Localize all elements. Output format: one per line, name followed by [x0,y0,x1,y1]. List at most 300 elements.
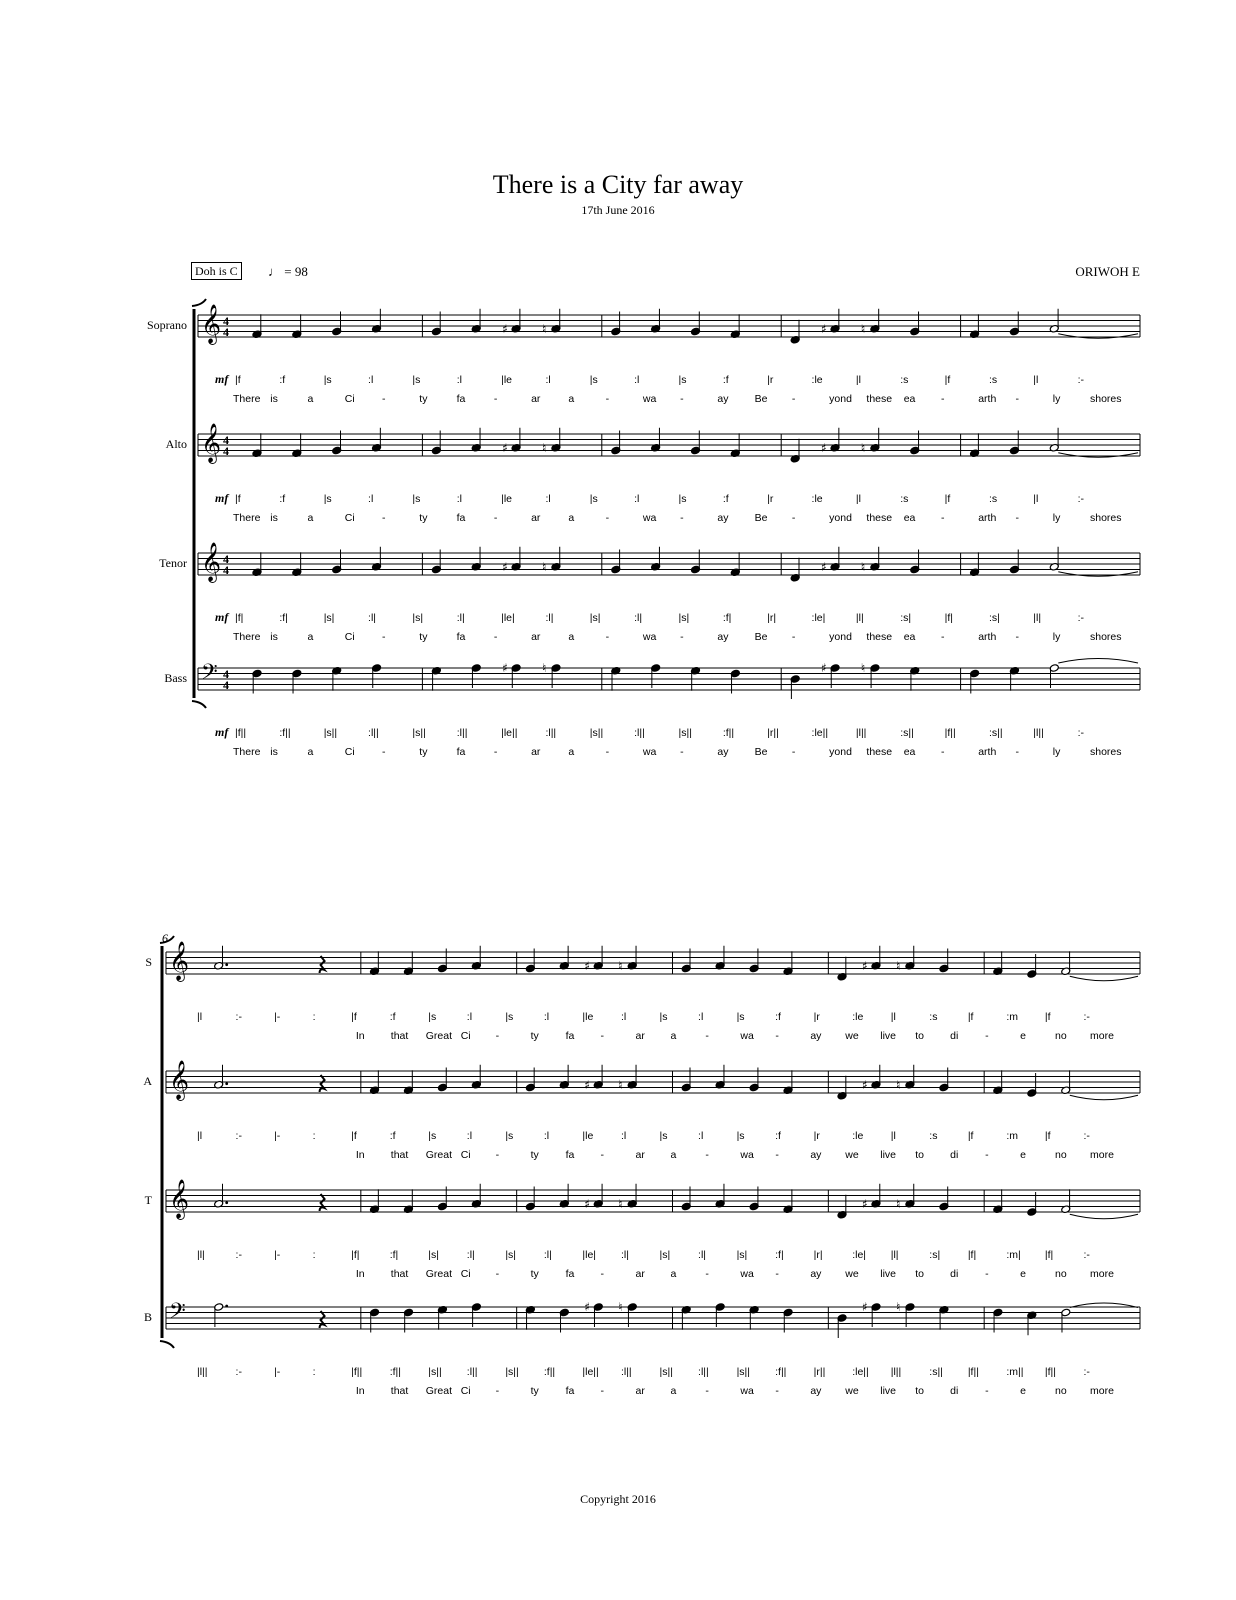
staff-label: S [145,955,152,969]
augmentation-dot [225,963,228,966]
solfa-syllable: :l [620,1130,627,1142]
lyric-syllable: e [1020,1149,1026,1161]
natural-icon: ♮ [860,321,866,336]
sharp-icon: ♯ [861,958,868,973]
sharp-icon: ♯ [502,559,508,574]
lyric-syllable: - [985,1268,989,1280]
measure-number: 6 [162,931,168,945]
lyric-syllable: - [600,1268,605,1280]
lyric-syllable: ay [717,746,729,758]
augmentation-dot [225,1201,228,1204]
solfa-syllable: :- [1083,1249,1090,1261]
solfa-syllable: |s| [736,1249,748,1261]
solfa-syllable: |s [412,493,421,505]
lyric-syllable: a [307,393,314,405]
lyric-syllable: fa [565,1149,575,1161]
solfa-syllable: :s|| [900,727,914,739]
lyric-syllable: a [568,512,575,524]
lyric-syllable: we [845,1149,859,1161]
solfa-syllable: :s [900,493,909,505]
solfa-syllable: :f [775,1130,781,1142]
solfa-syllable: |s|| [659,1366,673,1378]
lyric-syllable: Be [754,393,768,405]
solfa-syllable: |s| [412,612,424,624]
solfa-syllable: :f| [722,612,732,624]
solfa-syllable: :f| [389,1249,399,1261]
solfa-syllable: :s [988,493,998,505]
lyric-syllable: ty [419,512,428,524]
lyric-syllable: ar [531,746,541,758]
lyric-syllable: a [670,1268,677,1280]
solfa-syllable: |s [412,374,421,386]
natural-icon: ♮ [895,1196,901,1211]
lyric-syllable: no [1055,1149,1067,1161]
lyric-syllable: these [866,512,893,524]
lyric-syllable: di [950,1385,959,1397]
tempo-text: = 98 [284,264,308,279]
lyric-syllable: wa [740,1268,754,1280]
lyric-syllable: ar [635,1268,645,1280]
lyric-syllable: to [915,1268,924,1280]
lyric-syllable: ar [635,1030,645,1042]
solfa-syllable: :f|| [389,1366,402,1378]
lyric-syllable: that [390,1268,409,1280]
solfa-syllable: |f| [944,612,953,624]
lyric-syllable: - [705,1030,709,1042]
lyric-syllable: a [307,746,314,758]
lyric-syllable: - [791,393,796,405]
score-system [143,931,1140,1397]
solfa-syllable: |f|| [235,727,247,739]
lyric-syllable: - [791,512,796,524]
sharp-icon: ♯ [584,958,591,973]
lyric-syllable: Great [425,1149,453,1161]
lyric-syllable: ty [530,1268,539,1280]
treble-clef-icon: 𝄞 [201,542,222,582]
lyric-syllable: Ci [344,746,355,758]
copyright-notice: Copyright 2016 [580,1492,656,1506]
lyric-syllable: live [880,1149,897,1161]
solfa-syllable: |le| [501,612,515,624]
solfa-syllable: :le [852,1011,864,1023]
lyric-syllable: - [382,746,386,758]
solfa-syllable: :- [1077,612,1085,624]
sharp-icon: ♯ [821,559,827,574]
solfa-syllable: |l| [1033,612,1042,624]
lyric-syllable: ly [1052,746,1061,758]
solfa-syllable: |f|| [967,1366,979,1378]
solfa-syllable: |f [1044,1011,1051,1023]
solfa-syllable: |r| [767,612,777,624]
sharp-icon: ♯ [861,1077,868,1092]
solfa-syllable: |s| [678,612,690,624]
lyric-syllable: wa [740,1149,754,1161]
lyric-syllable: Ci [344,393,355,405]
natural-icon: ♮ [860,661,866,675]
lyric-syllable: live [880,1268,897,1280]
lyric-syllable: more [1090,1149,1114,1161]
natural-icon: ♮ [618,958,623,973]
solfa-syllable: :f [279,374,286,386]
staff-bass [164,659,1140,759]
solfa-syllable: :f [279,493,286,505]
solfa-syllable: |s|| [412,727,426,739]
solfa-syllable: |l [1033,493,1039,505]
lyric-syllable: In [355,1030,365,1042]
lyric-syllable: yond [829,746,852,758]
solfa-syllable: |f| [351,1249,360,1261]
solfa-syllable: :s [988,374,998,386]
solfa-syllable: |l [1033,374,1039,386]
staff-alto [166,423,1140,524]
staff-t [145,1179,1140,1280]
lyric-syllable: fa [456,393,466,405]
lyric-syllable: - [985,1149,989,1161]
lyric-syllable: fa [456,631,466,643]
lyric-syllable: fa [565,1385,575,1397]
lyric-syllable: - [775,1385,779,1397]
lyric-syllable: ar [635,1149,645,1161]
solfa-syllable: :s [929,1011,938,1023]
solfa-syllable: |f|| [1044,1366,1057,1378]
lyric-syllable: Great [425,1385,453,1397]
lyric-syllable: ty [530,1385,539,1397]
lyric-syllable: is [270,393,278,405]
solfa-syllable: |l|| [855,727,867,739]
staff-label: Tenor [159,556,187,570]
solfa-syllable: :l [543,1130,550,1142]
staff-b [144,1299,1140,1397]
lyric-syllable: - [382,512,386,524]
lyric-syllable: - [791,746,796,758]
lyric-syllable: Ci [460,1385,471,1397]
solfa-syllable: |s| [505,1249,517,1261]
lyric-syllable: Be [754,512,768,524]
lyric-syllable: a [568,746,575,758]
solfa-syllable: :le [811,493,823,505]
natural-icon: ♮ [618,1300,623,1314]
staff-a [143,1060,1140,1161]
lyric-syllable: - [1015,631,1019,643]
lyric-syllable: arth [978,631,997,643]
lyric-syllable: shores [1090,512,1122,524]
lyric-syllable: di [950,1268,959,1280]
lyric-syllable: live [880,1030,897,1042]
bracket-bottom-curl [192,701,206,708]
solfa-syllable: |le [582,1011,594,1023]
solfa-syllable: |r|| [813,1366,826,1378]
lyric-syllable: Ci [460,1268,471,1280]
lyric-syllable: - [985,1030,989,1042]
solfa-syllable: :f [389,1011,396,1023]
solfa-syllable: :f [389,1130,396,1142]
lyric-syllable: - [940,631,945,643]
solfa-syllable: |s [659,1130,668,1142]
solfa-syllable: :- [235,1011,242,1023]
solfa-syllable: |r|| [767,727,779,739]
solfa-syllable: |s [505,1011,514,1023]
lyric-syllable: There [233,746,261,758]
solfa-syllable: |le|| [582,1366,599,1378]
solfa-syllable: : [312,1366,316,1378]
quarter-rest [320,1194,325,1211]
solfa-syllable: :le [811,374,823,386]
score-title: There is a City far away [492,170,744,199]
lyric-syllable: ay [717,631,729,643]
lyric-syllable: wa [642,746,657,758]
lyric-syllable: ar [635,1385,645,1397]
lyric-syllable: is [270,746,278,758]
lyric-syllable: - [495,1149,500,1161]
lyric-syllable: to [915,1149,924,1161]
lyric-syllable: - [985,1385,989,1397]
solfa-syllable: :l [698,1011,704,1023]
sharp-icon: ♯ [821,440,827,455]
solfa-syllable: :s|| [929,1366,943,1378]
solfa-syllable: |r [767,493,774,505]
solfa-syllable: :l [368,493,374,505]
lyric-syllable: shores [1090,631,1122,643]
lyric-syllable: to [915,1030,924,1042]
solfa-syllable: :le| [811,612,826,624]
solfa-syllable: |s [589,493,598,505]
lyric-syllable: arth [978,512,997,524]
solfa-syllable: :- [1077,727,1085,739]
natural-icon: ♮ [895,958,901,973]
solfa-syllable: :f| [775,1249,784,1261]
lyric-syllable: ly [1052,512,1061,524]
dynamic-marking: mf [215,725,229,739]
lyric-syllable: is [270,631,278,643]
lyric-syllable: - [940,746,945,758]
solfa-syllable: :l| [543,1249,552,1261]
solfa-syllable: :s [900,374,909,386]
solfa-syllable: |s [323,493,332,505]
augmentation-dot [225,1305,228,1308]
lyric-syllable: these [866,631,893,643]
solfa-syllable: |s|| [323,727,338,739]
lyric-syllable: - [705,1149,709,1161]
solfa-syllable: : [312,1249,316,1261]
solfa-syllable: |l [855,493,861,505]
lyric-syllable: a [568,631,575,643]
dynamic-marking: mf [215,491,229,505]
solfa-syllable: |s| [659,1249,671,1261]
sharp-icon: ♯ [502,321,508,336]
lyric-syllable: a [670,1149,677,1161]
solfa-syllable: |l| [197,1249,205,1261]
lyric-syllable: - [1015,746,1019,758]
lyric-syllable: In [355,1268,365,1280]
solfa-syllable: :f|| [722,727,735,739]
lyric-syllable: no [1055,1385,1067,1397]
lyric-syllable: ay [810,1385,822,1397]
solfa-syllable: |l| [855,612,864,624]
solfa-syllable: :le [852,1130,864,1142]
solfa-syllable: :l [466,1130,473,1142]
lyric-syllable: Ci [344,631,355,643]
bass-clef-icon: 𝄢 [201,660,218,690]
tie-arc [1058,334,1138,339]
sharp-icon: ♯ [821,321,827,336]
solfa-syllable: |f|| [351,1366,363,1378]
sharp-icon: ♯ [584,1300,591,1314]
solfa-syllable: |s [736,1011,745,1023]
lyric-syllable: Ci [344,512,355,524]
sharp-icon: ♯ [502,661,508,675]
staff-tenor [159,542,1140,643]
solfa-syllable: :- [1083,1011,1090,1023]
solfa-syllable: |s|| [505,1366,519,1378]
solfa-syllable: :l|| [456,727,468,739]
solfa-syllable: :s| [900,612,912,624]
lyric-syllable: Be [754,631,768,643]
lyric-syllable: ay [810,1268,822,1280]
quarter-rest [320,1075,325,1092]
lyric-syllable: ay [717,512,729,524]
lyric-syllable: There [233,631,261,643]
lyric-syllable: - [705,1268,709,1280]
solfa-syllable: |s [736,1130,745,1142]
solfa-syllable: :f|| [775,1366,787,1378]
lyric-syllable: - [775,1030,779,1042]
solfa-syllable: :m [1006,1130,1019,1142]
time-signature-bottom: 4 [223,678,229,692]
staff-label: B [143,1310,152,1324]
lyric-syllable: ay [717,393,729,405]
lyric-syllable: - [680,631,684,643]
quarter-rest [320,1311,325,1328]
lyric-syllable: is [270,512,278,524]
lyric-syllable: ea [903,631,916,643]
solfa-syllable: :l [456,374,462,386]
natural-icon: ♮ [541,440,547,455]
solfa-syllable: :l|| [466,1366,478,1378]
solfa-syllable: |f [967,1011,974,1023]
solfa-syllable: |le [501,374,513,386]
solfa-syllable: |s [505,1130,514,1142]
lyric-syllable: - [605,512,610,524]
lyric-syllable: ty [530,1030,539,1042]
treble-clef-icon: 𝄞 [201,423,222,463]
treble-clef-icon: 𝄞 [169,1060,190,1100]
lyric-syllable: - [775,1149,779,1161]
solfa-syllable: :f|| [279,727,291,739]
solfa-syllable: :l [545,374,551,386]
solfa-syllable: |f [967,1130,974,1142]
lyric-syllable: arth [978,393,997,405]
solfa-syllable: :l|| [620,1366,632,1378]
solfa-syllable: :- [1083,1130,1090,1142]
lyric-syllable: yond [829,393,852,405]
lyric-syllable: fa [456,512,466,524]
solfa-syllable: |f| [235,612,244,624]
solfa-syllable: |s [678,374,687,386]
solfa-syllable: :- [1077,374,1085,386]
solfa-syllable: |s [323,374,332,386]
solfa-syllable: :f|| [543,1366,556,1378]
lyric-syllable: more [1090,1268,1114,1280]
solfa-syllable: :- [1077,493,1085,505]
lyric-syllable: that [390,1030,409,1042]
lyric-syllable: more [1090,1030,1114,1042]
natural-icon: ♮ [895,1077,901,1092]
lyric-syllable: ay [810,1149,822,1161]
sharp-icon: ♯ [821,661,827,675]
solfa-syllable: :l [368,374,374,386]
lyric-syllable: ty [530,1149,539,1161]
solfa-syllable: :f [722,374,729,386]
lyric-syllable: we [845,1030,859,1042]
solfa-syllable: |- [274,1366,281,1378]
treble-clef-icon: 𝄞 [169,1179,190,1219]
lyric-syllable: these [866,746,893,758]
solfa-syllable: |l [890,1130,896,1142]
solfa-syllable: :l| [466,1249,475,1261]
lyric-syllable: - [382,631,386,643]
tie-arc [1070,1214,1138,1219]
lyric-syllable: wa [740,1385,754,1397]
solfa-syllable: |l [855,374,861,386]
staff-label: Bass [164,671,187,685]
solfa-syllable: |f [1044,1130,1051,1142]
lyric-syllable: wa [642,393,657,405]
lyric-syllable: these [866,393,893,405]
solfa-syllable: |s [589,374,598,386]
tie-arc [1058,453,1138,458]
tie-arc [1070,1095,1138,1100]
solfa-syllable: |- [274,1011,281,1023]
lyric-syllable: There [233,512,261,524]
solfa-syllable: |- [274,1249,281,1261]
solfa-syllable: :- [1083,1366,1090,1378]
solfa-syllable: :s|| [988,727,1003,739]
solfa-syllable: :m|| [1006,1366,1024,1378]
solfa-syllable: : [312,1130,316,1142]
natural-icon: ♮ [618,1196,623,1211]
solfa-syllable: |f [944,493,951,505]
time-signature-top: 4 [223,667,229,681]
sharp-icon: ♯ [861,1196,868,1211]
solfa-syllable: |s| [428,1249,439,1261]
lyric-syllable: ea [903,746,916,758]
lyric-syllable: Ci [460,1030,471,1042]
lyric-syllable: more [1090,1385,1114,1397]
sharp-icon: ♯ [502,440,508,455]
solfa-syllable: |s [428,1011,437,1023]
solfa-syllable: |le [501,493,513,505]
lyric-syllable: fa [565,1268,575,1280]
lyric-syllable: - [493,631,498,643]
lyric-syllable: fa [565,1030,575,1042]
solfa-syllable: |s|| [589,727,604,739]
lyric-syllable: ty [419,631,428,643]
natural-icon: ♮ [860,559,866,574]
solfa-syllable: :s [929,1130,938,1142]
lyric-syllable: - [940,393,945,405]
solfa-syllable: |s| [589,612,601,624]
lyric-syllable: di [950,1030,959,1042]
solfa-syllable: :l|| [634,727,645,739]
tie-arc [1058,572,1138,577]
solfa-syllable: |le [582,1130,594,1142]
lyric-syllable: - [1015,393,1019,405]
staff-label: A [143,1074,152,1088]
solfa-syllable: :l [634,374,640,386]
lyric-syllable: - [493,512,498,524]
lyric-syllable: In [355,1149,365,1161]
solfa-syllable: |f [944,374,951,386]
